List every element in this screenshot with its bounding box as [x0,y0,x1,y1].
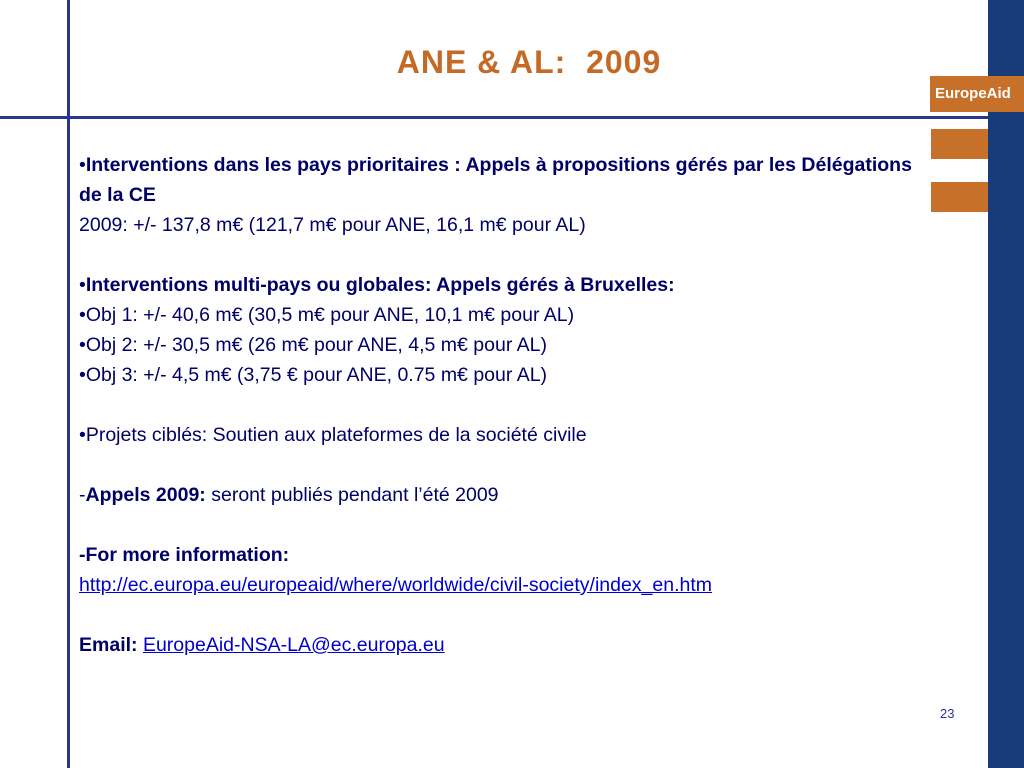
section1-heading-line [79,150,939,210]
email-link[interactable]: EuropeAid-NSA-LA@ec.europa.eu [142,634,445,656]
bullet: • [79,154,86,176]
section1-heading: Interventions dans les pays prioritaires : Appels à propositions gérés par les Délégations de la CE [79,154,912,206]
header-horizontal-rule [0,116,988,119]
more-info-label: -For more information: [79,544,290,566]
section1-detail: 2009: +/- 137,8 m€ (121,7 m€ pour ANE, 16,1 m€ pour AL) [79,214,586,236]
list-item: •Obj 3: +/- 4,5 m€ (3,75 € pour ANE, 0.75 m€ pour AL) [79,364,548,386]
dash: - [79,484,86,506]
slide-title: ANE & AL: 2009 [396,44,662,80]
more-info-link[interactable]: http://ec.europa.eu/europeaid/where/worldwide/civil-society/index_en.htm [79,574,713,596]
list-item: •Obj 2: +/- 30,5 m€ (26 m€ pour ANE, 4,5 m€ pour AL) [79,334,548,356]
orange-decor-block-2 [931,182,988,212]
europeaid-logo: EuropeAid [930,76,1024,112]
section3-text: •Projets ciblés: Soutien aux plateformes de la société civile [79,424,587,446]
section4-text: seront publiés pendant l’été 2009 [205,484,499,506]
slide-body [79,150,939,660]
section4-label: Appels 2009: [85,484,206,506]
email-line [79,630,939,660]
page-number: 23 [940,706,955,721]
orange-decor-block-1 [931,129,988,159]
section2-heading-line [79,270,939,300]
bullet: • [79,274,86,296]
right-side-band [988,0,1024,768]
section4-line [79,480,939,510]
email-label: Email: [79,634,138,656]
section2-heading: Interventions multi-pays ou globales: Appels gérés à Bruxelles: [85,274,675,296]
list-item: •Obj 1: +/- 40,6 m€ (30,5 m€ pour ANE, 10,1 m€ pour AL) [79,304,575,326]
more-info-link-line [79,570,939,600]
